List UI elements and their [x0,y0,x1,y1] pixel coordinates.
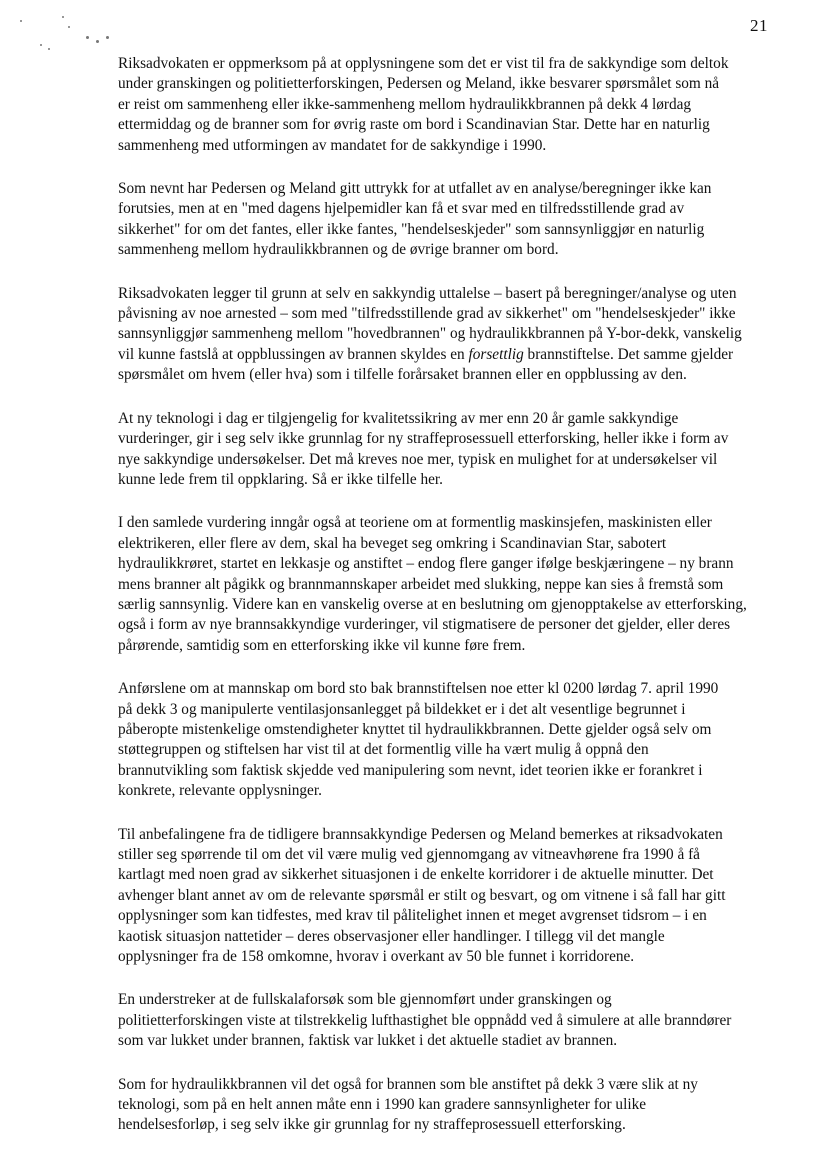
scan-speck [68,26,70,28]
text-line: også i form av nye brannsakkyndige vurderinger, vil stigmatisere de personer det gjelder, eller deres [118,616,731,634]
document-body [118,54,788,1159]
body-paragraph [118,825,788,968]
text-line: sikkerhet" for om det fantes, eller ikke fantes, "hendelseskjeder" som sannsynliggjør en naturlig [118,220,705,238]
text-line: teknologi, som på en helt annen måte enn i 1990 kan gradere sannsynligheter for ulike [118,1096,647,1114]
text-line: konkrete, relevante opplysninger. [118,782,322,800]
text-line: støttegruppen og stiftelsen har vist til at det formentlig ville ha vært mulig å oppnå den [118,741,649,759]
text-line: sammenheng med utformingen av mandatet for de sakkyndige i 1990. [118,136,547,154]
text-line: I den samlede vurdering inngår også at teoriene om at formentlig maskinsjefen, maskinisten eller [118,514,712,532]
text-line: spørsmålet om hvem (eller hva) som i tilfelle forårsaket brannen eller en oppblussing av den. [118,366,687,384]
text-line: særlig sannsynlig. Videre kan en vanskelig overse at en beslutning om gjenopptakelse av etterforsking, [118,595,747,613]
scan-speck [62,16,64,18]
scan-speck [48,48,50,50]
text-line: En understreker at de fullskalaforsøk som ble gjennomført under granskingen og [118,991,612,1009]
text-line: opplysninger som kan tidfestes, med krav til pålitelighet innen et meget avgrenset tidsrom – i en [118,907,707,925]
emphasized-word: forsettlig [468,345,524,363]
text-line: pårørende, samtidig som en etterforsking ikke vil kunne føre frem. [118,636,526,654]
text-line: stiller seg spørrende til om det vil være mulig ved gjennomgang av vitneavhørene fra 1990 å få [118,846,700,863]
text-line: At ny teknologi i dag er tilgjengelig for kvalitetssikring av mer enn 20 år gamle sakkyndige [118,409,679,427]
text-line: er reist om sammenheng eller ikke-sammenheng mellom hydraulikkbrannen på dekk 4 lørdag [118,95,692,113]
text-line: forutsies, men at en "med dagens hjelpemidler kan få et svar med en tilfredsstillende grad av [118,200,685,218]
scan-speck [96,40,99,43]
text-line: Som for hydraulikkbrannen vil det også for brannen som ble anstiftet på dekk 3 være slik at ny [118,1075,698,1093]
text-line: avhenger blant annet av om de relevante spørsmål er stilt og besvart, og om vitnene i så fall har gitt [118,886,726,904]
body-paragraph [118,409,788,491]
text-line: hendelsesforløp, i seg selv ikke gir grunnlag for ny straffeprosessuell etterforsking. [118,1116,626,1134]
scan-speck [40,44,42,46]
text-line: brannutvikling som faktisk skjedde ved manipulering som nevnt, idet teorien ikke er forankret i [118,761,703,779]
text-line: som var lukket under brannen, faktisk var lukket i det aktuelle stadiet av brannen. [118,1032,618,1050]
scan-noise-marks [18,14,128,64]
text-line: opplysninger fra de 158 omkomne, hvorav i overkant av 50 ble funnet i korridorene. [118,948,635,966]
scan-speck [20,20,22,22]
body-paragraph [118,179,788,261]
text-line: mens branner alt pågikk og brannmannskaper arbeidet med slukking, neppe kan sies å fremstå som [118,575,724,593]
text-line: vurderinger, gir i seg selv ikke grunnlag for ny straffeprosessuell etterforsking, heller ikke i form av [118,430,729,448]
text-line: sannsynliggjør sammenheng mellom "hovedbrannen" og hydraulikkbrannen på Y-bor-dekk, vanskelig [118,325,742,343]
text-line: Til anbefalingene fra de tidligere brannsakkyndige Pedersen og Meland bemerkes at riksadvokaten [118,825,723,843]
body-paragraph [118,284,788,386]
text-line: påberopte mistenkelige omstendigheter knyttet til hydraulikkbrannen. Dette gjelder også selv om [118,720,712,738]
text-line: påvisning av noe arnested – som med "tilfredsstillende grad av sikkerhet" om "hendelseskjeder" ikke [118,305,736,323]
body-paragraph [118,513,788,656]
text-line: sammenheng mellom hydraulikkbrannen og de øvrige branner om bord. [118,241,559,259]
text-line: vil kunne fastslå at oppblussingen av brannen skyldes en forsettlig brannstiftelse. Det samme gjelder [118,345,734,363]
text-line: Riksadvokaten er oppmerksom på at opplysningene som det er vist til fra de sakkyndige som deltok [118,55,729,72]
text-line: nye sakkyndige undersøkelser. Det må kreves noe mer, typisk en mulighet for at undersøkelser vil [118,450,718,468]
text-line: Som nevnt har Pedersen og Meland gitt uttrykk for at utfallet av en analyse/beregninger ikke kan [118,180,712,198]
text-line: elektrikeren, eller flere av dem, skal ha beveget seg omkring i Scandinavian Star, sabotert [118,534,667,552]
body-paragraph [118,1075,788,1136]
text-line: Riksadvokaten legger til grunn at selv en sakkyndig uttalelse – basert på beregninger/analyse og uten [118,284,737,302]
text-line: Anførslene om at mannskap om bord sto bak brannstiftelsen noe etter kl 0200 lørdag 7. april 1990 [118,680,719,698]
text-line: politietterforskingen viste at tilstrekkelig lufthastighet ble oppnådd ved å simulere at alle branndører [118,1011,732,1029]
body-paragraph [118,990,788,1051]
text-line: kunne lede frem til oppklaring. Så er ikke tilfelle her. [118,470,443,488]
scan-speck [86,36,89,39]
body-paragraph [118,54,788,156]
text-line: kartlagt med noen grad av sikkerhet situasjonen i de enkelte korridorer i de aktuelle minutter. Det [118,866,714,884]
text-line: ettermiddag og de branner som for øvrig raste om bord i Scandinavian Star. Dette har en naturlig [118,116,710,134]
page-number: 21 [750,16,768,35]
text-line: hydraulikkrøret, startet en lekkasje og anstiftet – endog flere ganger ifølge beskjæringene – ny brann [118,555,734,573]
text-line: på dekk 3 og manipulerte ventilasjonsanlegget på bildekket er i det alt vesentlige begrunnet i [118,700,686,718]
text-line: under granskingen og politietterforskingen, Pedersen og Meland, ikke besvarer spørsmålet som nå [118,75,720,93]
scan-speck [106,36,109,39]
body-paragraph [118,679,788,801]
text-line: kaotisk situasjon nattetider – deres observasjoner eller handlinger. I tillegg vil det mangle [118,927,665,945]
